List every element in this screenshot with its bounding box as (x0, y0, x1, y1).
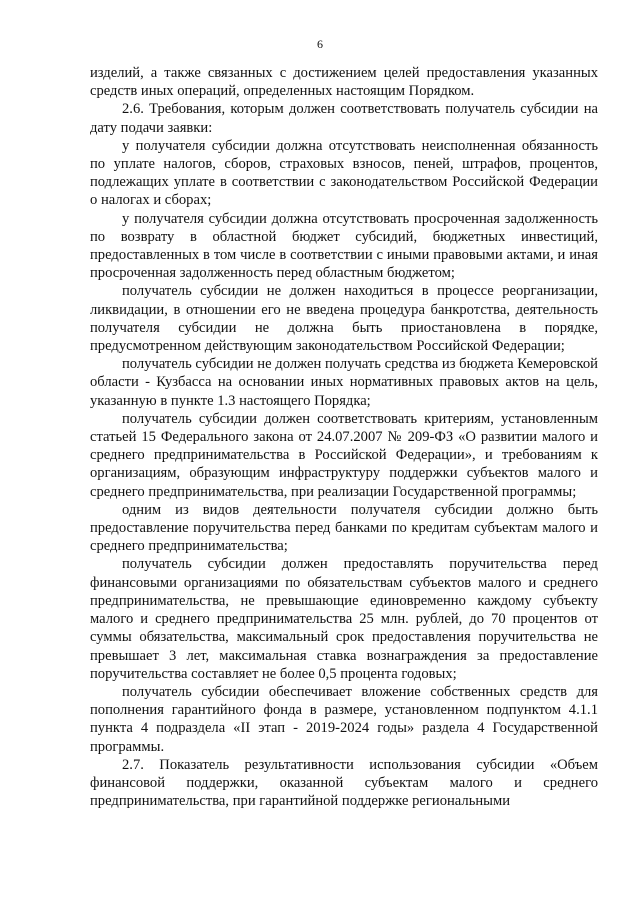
document-body (90, 64, 598, 810)
paragraph-requirement-guarantees: получатель субсидии должен предоставлять поручительства перед финансовыми организациями по обязательствам субъектов малого и среднего предпринимательства, не превышающие единовременно каждому субъекту малого и среднего предпринимательства 25 млн. рублей, до 70 процентов от суммы обязательства, максимальный срок предоставления поручительства не превышает 3 лет, максимальная ставка вознаграждения за предоставление поручительства составляет не более 0,5 процента годовых; (90, 556, 598, 682)
paragraph-requirement-budget-funds: получатель субсидии не должен получать средства из бюджета Кемеровской области - Кузбасса на основании иных нормативных правовых актов на цель, указанную в пункте 1.3 настоящего Порядка; (90, 356, 598, 409)
page-number: 6 (317, 37, 323, 51)
paragraph-requirement-debt: у получателя субсидии должна отсутствовать просроченная задолженность по возврату в областной бюджет субсидий, бюджетных инвестиций, предоставленных в том числе в соответствии с иными правовыми актами, и иная просроченная задолженность перед областным бюджетом; (90, 210, 598, 282)
paragraph-requirement-taxes: у получателя субсидии должна отсутствовать неисполненная обязанность по уплате налогов, сборов, страховых взносов, пеней, штрафов, процентов, подлежащих уплате в соответствии с законодательством Российской Федерации о налогах и сборах; (90, 137, 598, 209)
paragraph-requirement-reorganization: получатель субсидии не должен находиться в процессе реорганизации, ликвидации, в отношении его не введена процедура банкротства, деятельность получателя субсидии не должна быть приостановлена в порядке, предусмотренном действующим законодательством Российской Федерации; (90, 283, 598, 355)
paragraph-requirement-own-funds: получатель субсидии обеспечивает вложение собственных средств для пополнения гарантийного фонда в размере, установленном подпунктом 4.1.1 пункта 4 подраздела «II этап - 2019-2024 годы» раздела 4 Государственной программы. (90, 683, 598, 755)
paragraph-section-2-6: 2.6. Требования, которым должен соответствовать получатель субсидии на дату подачи заявки: (90, 101, 598, 136)
paragraph-requirement-criteria: получатель субсидии должен соответствовать критериям, установленным статьей 15 Федерального закона от 24.07.2007 № 209-ФЗ «О развитии малого и среднего предпринимательства в Российской Федерации», и требованиям к организациям, образующим инфраструктуру поддержки субъектов малого и среднего предпринимательства, при реализации Государственной программы; (90, 410, 598, 500)
paragraph-continuation: изделий, а также связанных с достижением целей предоставления указанных средств иных операций, определенных настоящим Порядком. (90, 65, 598, 100)
paragraph-requirement-activity: одним из видов деятельности получателя субсидии должно быть предоставление поручительства перед банками по кредитам субъектам малого и среднего предпринимательства; (90, 501, 598, 555)
paragraph-section-2-7: 2.7. Показатель результативности использования субсидии «Объем финансовой поддержки, оказанной субъектам малого и среднего предпринимательства, при гарантийной поддержке региональными (90, 756, 598, 810)
